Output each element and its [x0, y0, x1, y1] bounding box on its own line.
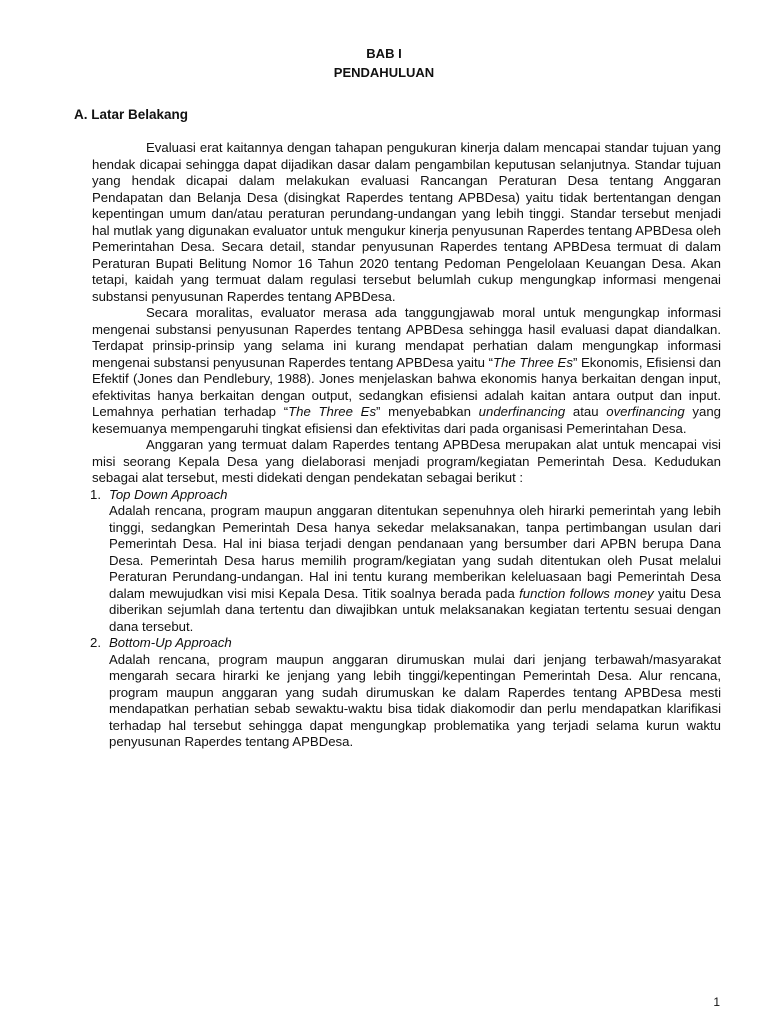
term-underfinancing: underfinancing [478, 404, 566, 419]
list-item-title: Bottom-Up Approach [109, 635, 232, 650]
paragraph-2 [92, 305, 721, 437]
paragraph-2-text: atau [565, 404, 607, 419]
paragraph-3: Anggaran yang termuat dalam Raperdes tentang APBDesa merupakan alat untuk mencapai visi misi seorang Kepala Desa yang dielaborasi menjadi program/kegiatan Pemerintah Desa. Kedudukan sebagai alat tersebut, mesti didekati dengan pendekatan sebagai berikut : [92, 437, 721, 485]
list-item-head [92, 635, 721, 652]
paragraph-2-text: ” menyebabkan [376, 404, 479, 419]
term-three-es: The Three Es [288, 404, 377, 419]
list-number: 1. [90, 486, 101, 502]
approach-list [92, 487, 721, 751]
list-item [92, 635, 721, 751]
list-item-title: Top Down Approach [109, 486, 228, 502]
paragraph-2-text: ” Ekonomis, Efisiensi dan Efektif (Jones dan Pendlebury, 1988). Jones menjelaskan bahwa ekonomis hanya berkaitan dengan input, efektivitas hanya berkaitan dengan output, sedangkan efisiensi adalah kaitan antara output dan input. Lemahnya perhatian terhadap “ [92, 354, 721, 419]
list-item-body [92, 503, 721, 635]
paragraph-1: Evaluasi erat kaitannya dengan tahapan pengukuran kinerja dalam mencapai standar tujuan yang hendak dicapai sehingga dapat dijadikan dasar dalam pengambilan keputusan selanjutnya. Standar tujuan yang hendak dicapai dalam melakukan evaluasi Rancangan Peraturan Desa tentang Anggaran Pendapatan dan Belanja Desa (disingkat Raperdes tentang APBDesa) yaitu tidak bertentangan dengan kepentingan umum dan/atau peraturan perundang-undangan yang lebih tinggi. Standar tersebut menjadi hal mutlak yang digunakan evaluator untuk mengukur kinerja penyusunan Raperdes tentang APBDesa oleh Pemerintahan Desa. Secara detail, standar penyusunan Raperdes tentang APBDesa termuat di dalam Peraturan Bupati Belitung Nomor 16 Tahun 2020 tentang Pedoman Pengelolaan Keuangan Desa. Akan tetapi, kaidah yang termuat dalam regulasi tersebut belumlah cukup mengungkap informasi mengenai substansi penyusunan Raperdes tentang APBDesa. [92, 140, 721, 304]
paragraph-2-text: Secara moralitas, evaluator merasa ada tanggungjawab moral untuk mengungkap informasi mengenai substansi penyusunan Raperdes tentang APBDesa sehingga hasil evaluasi dapat diandalkan. Terdapat prinsip-prinsip yang selama ini kurang mendapat perhatian dalam mengungkap informasi mengenai substansi penyusunan Raperdes tentang APBDesa yaitu “ [92, 305, 721, 370]
page-number: 1 [713, 995, 720, 1009]
chapter-number: BAB I [366, 46, 402, 61]
term-function-follows-money: function follows money [519, 585, 654, 601]
list-item [92, 487, 721, 636]
term-overfinancing: overfinancing [606, 404, 685, 419]
body-text [92, 140, 721, 751]
term-three-es: The Three Es [493, 354, 573, 370]
list-number: 2. [90, 635, 101, 650]
list-item-text: Adalah rencana, program maupun anggaran dirumuskan mulai dari jenjang terbawah/masyarakat mengarah secara hirarki ke jenjang yang lebih tinggi/kepentingan Pemerintah Desa. Alur rencana, program maupun anggaran yang sudah dirumuskan ke dalam Raperdes tentang APBDesa mesti mendapatkan perhatian sebab sewaktu-waktu bisa tidak diakomodir dan perlu mendapatkan klarifikasi terhadap hal tersebut sehingga dapat mengungkap problematika yang terjadi selama kurun waktu penyusunan Raperdes tentang APBDesa. [109, 651, 721, 749]
list-item-text: yaitu Desa diberikan sejumlah dana tertentu dan diwajibkan untuk melaksanakan kegiatan tertentu sesuai dengan dana tersebut. [109, 585, 721, 634]
section-heading: A. Latar Belakang [74, 107, 189, 122]
chapter-title: PENDAHULUAN [333, 65, 435, 80]
list-item-text: Adalah rencana, program maupun anggaran ditentukan sepenuhnya oleh hirarki pemerintah yang lebih tinggi, sedangkan Pemerintah Desa hanya sekedar melaksanakan, tanpa pertimbangan usulan dari Pemerintah Desa. Hal ini biasa terjadi dengan pendanaan yang bersumber dari APBN berupa Dana Desa. Pemerintah Desa harus memilih program/kegiatan yang sudah ditentukan oleh Pusat melalui Peraturan Perundang-undangan. Hal ini tentu kurang memberikan keleluasaan bagi Pemerintah Desa dalam mewujudkan visi misi Kepala Desa. Titik soalnya berada pada [109, 503, 721, 601]
list-item-body [92, 652, 721, 751]
list-item-head [92, 487, 721, 504]
paragraph-2-text: yang kesemuanya mempengaruhi tingkat efisiensi dan efektivitas dari pada organisasi Pemerintahan Desa. [92, 404, 721, 436]
